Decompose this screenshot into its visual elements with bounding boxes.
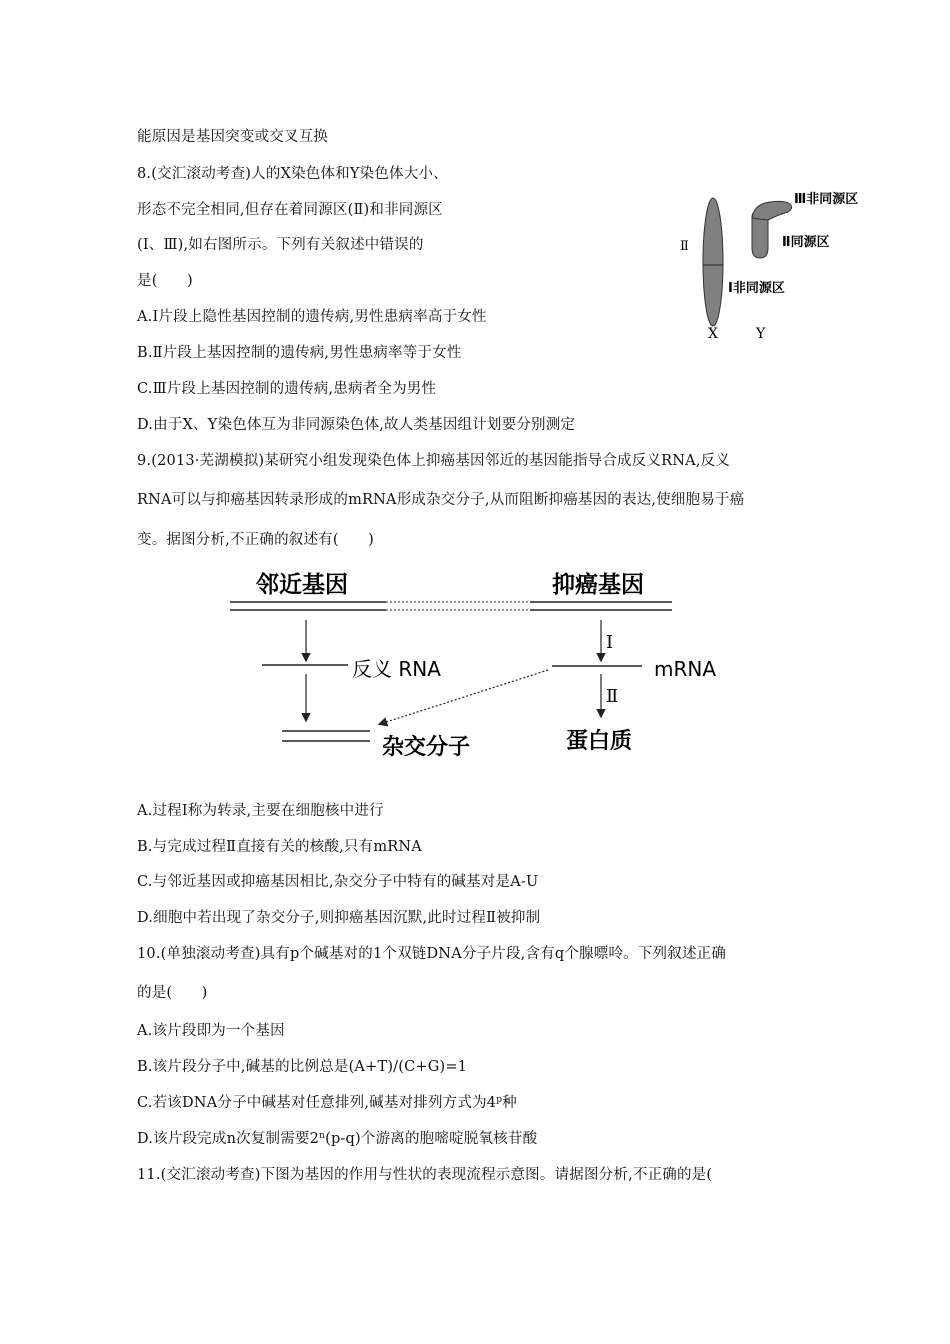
x-region-ii-label: Ⅱ <box>680 239 689 254</box>
hybrid-molecule-label: 杂交分子 <box>382 735 471 760</box>
antisense-rna-label: 反义 RNA <box>352 657 441 681</box>
question-9-line-1: 9.(2013·芜湖模拟)某研究小组发现染色体上抑癌基因邻近的基因能指导合成反义RNA,反义 <box>137 453 731 469</box>
question-10-option-a: A.该片段即为一个基因 <box>137 1023 285 1039</box>
question-9-line-3: 变。据图分析,不正确的叙述有( ) <box>137 532 375 548</box>
y-label: Y <box>756 326 766 342</box>
antisense-rna-figure <box>220 560 750 770</box>
process-ii-label: Ⅱ <box>606 686 619 707</box>
question-10-line-1: 10.(单独滚动考查)具有p个碱基对的1个双链DNA分子片段,含有q个腺嘌呤。下列叙述正确 <box>137 946 727 962</box>
question-10-option-b: B.该片段分子中,碱基的比例总是(A+T)/(C+G)=1 <box>137 1059 468 1075</box>
question-11-line-1: 11.(交汇滚动考查)下图为基因的作用与性状的表现流程示意图。请据图分析,不正确的是( <box>137 1167 713 1183</box>
question-9-option-b: B.与完成过程Ⅱ直接有关的核酸,只有mRNA <box>137 839 422 855</box>
region-iii-label: Ⅲ非同源区 <box>794 192 859 207</box>
question-8-option-b: B.Ⅱ片段上基因控制的遗传病,男性患病率等于女性 <box>137 345 462 361</box>
x-chromosome <box>703 198 723 326</box>
question-10-option-c: C.若该DNA分子中碱基对任意排列,碱基对排列方式为4$^p$种 <box>137 1095 517 1111</box>
text-line-1: 能原因是基因突变或交叉互换 <box>137 129 329 145</box>
region-i-label: Ⅰ非同源区 <box>728 281 785 296</box>
question-8-line-2: 形态不完全相同,但存在着同源区(Ⅱ)和非同源区 <box>137 202 443 218</box>
tumor-suppressor-gene-label: 抑癌基因 <box>552 572 644 598</box>
y-chromosome-nonhomologous <box>752 201 792 220</box>
question-9-option-a: A.过程Ⅰ称为转录,主要在细胞核中进行 <box>137 803 384 819</box>
question-9-option-c: C.与邻近基因或抑癌基因相比,杂交分子中特有的碱基对是A-U <box>137 874 539 890</box>
mrna-label: mRNA <box>654 657 717 681</box>
xy-chromosome-figure <box>670 180 900 350</box>
question-10-option-d: D.该片段完成n次复制需要2$^n$(p-q)个游离的胞嘧啶脱氧核苷酸 <box>137 1131 538 1147</box>
question-10-line-2: 的是( ) <box>137 985 208 1001</box>
region-ii-label: Ⅱ同源区 <box>782 235 830 250</box>
question-9-line-2: RNA可以与抑癌基因转录形成的mRNA形成杂交分子,从而阻断抑癌基因的表达,使细胞易于癌 <box>137 492 745 508</box>
question-8-option-a: A.Ⅰ片段上隐性基因控制的遗传病,男性患病率高于女性 <box>137 309 487 325</box>
question-8-option-c: C.Ⅲ片段上基因控制的遗传病,患病者全为男性 <box>137 381 437 397</box>
x-label: X <box>708 326 718 342</box>
question-8-line-3: (Ⅰ、Ⅲ),如右图所示。下列有关叙述中错误的 <box>137 237 424 253</box>
protein-label: 蛋白质 <box>566 729 633 754</box>
question-8-line-4: 是( ) <box>137 273 193 289</box>
question-8-option-d: D.由于X、Y染色体互为非同源染色体,故人类基因组计划要分别测定 <box>137 417 576 433</box>
neighbor-gene-label: 邻近基因 <box>256 572 348 598</box>
question-9-option-d: D.细胞中若出现了杂交分子,则抑癌基因沉默,此时过程Ⅱ被抑制 <box>137 910 541 926</box>
process-i-label: Ⅰ <box>606 632 614 653</box>
question-8-line-1: 8.(交汇滚动考查)人的X染色体和Y染色体大小、 <box>137 166 448 182</box>
